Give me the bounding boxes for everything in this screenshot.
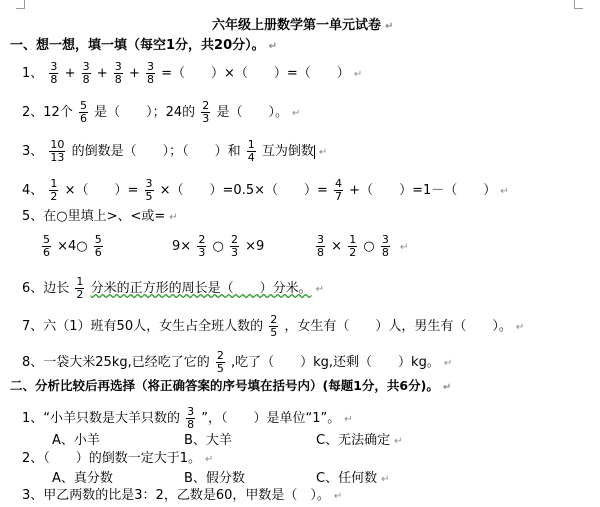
paragraph-mark: ↵ — [318, 147, 328, 158]
text-run: 7、六（1）班有50人，女生占全班人数的 — [22, 319, 264, 334]
fraction: $\frac{3}{8}$ — [146, 60, 154, 86]
fraction: $\frac{2}{3}$ — [202, 99, 210, 125]
page-title — [212, 18, 393, 35]
text-run: ○ — [363, 239, 375, 254]
choice-options-2 — [52, 471, 389, 488]
fraction: $\frac{3}{8}$ — [82, 60, 90, 86]
text-run: ，女生有（ ）人，男生有（ ）。 — [284, 319, 512, 334]
paragraph-mark: ↵ — [353, 69, 363, 80]
margin-corner-left — [16, 0, 25, 9]
margin-corner-right — [574, 0, 583, 9]
text-run: ”，（ ）是单位“1”。 — [201, 411, 341, 426]
fraction: $\frac{1}{2}$ — [50, 177, 58, 203]
paragraph-mark: ↵ — [381, 474, 390, 485]
question-6 — [22, 276, 324, 301]
paragraph-mark: ↵ — [205, 454, 214, 465]
paragraph-mark: ↵ — [399, 242, 409, 253]
fraction: $\frac{5}{6}$ — [43, 233, 50, 259]
paragraph-mark: ↵ — [500, 186, 509, 197]
option-a: A、小羊 — [52, 433, 100, 448]
text-run: 2、（ ）的倒数一定大于1。 — [22, 451, 202, 466]
text-run: 9× — [172, 239, 192, 254]
choice-question-1 — [22, 406, 353, 431]
paragraph-mark: ↵ — [333, 491, 343, 502]
text-run: 是（ ）。 — [216, 105, 288, 120]
text-run: 2、12个 — [22, 105, 73, 120]
question-5 — [22, 209, 178, 226]
text-run: 8、一袋大米25kg,已经吃了它的 — [22, 355, 210, 370]
text-run: 是（ ）；24的 — [94, 105, 196, 120]
paragraph-mark: ↵ — [315, 284, 324, 295]
text-run: ○ — [212, 239, 224, 254]
text-run: 二、分析比较后再选择（将正确答案的序号填在括号内）(每题1分，共6分)。 — [10, 378, 439, 393]
choice-question-2 — [22, 451, 213, 468]
fraction: $\frac{5}{6}$ — [94, 233, 102, 259]
question-5a — [40, 234, 105, 259]
text-run: 4、 — [22, 183, 44, 198]
paragraph-mark: ↵ — [268, 41, 278, 52]
question-5c — [314, 234, 408, 259]
fraction: $\frac{2}{5}$ — [216, 349, 224, 375]
fraction: $\frac{3}{8}$ — [317, 233, 324, 259]
paragraph-mark: ↵ — [385, 21, 394, 32]
fraction: $\frac{1}{2}$ — [76, 275, 84, 301]
text-run: + — [96, 66, 108, 81]
option-c: C、无法确定 — [316, 433, 391, 448]
question-1 — [22, 61, 362, 86]
fraction: $\frac{3}{8}$ — [114, 60, 122, 86]
choice-options-1 — [52, 433, 402, 450]
question-3 — [22, 139, 327, 164]
option-a: A、真分数 — [52, 471, 113, 486]
text-run: 互为倒数 — [261, 144, 314, 159]
text-run: 6、边长 — [22, 281, 70, 296]
section-2-heading — [10, 378, 451, 396]
text-run: ×（ ）=0.5×（ ）= — [159, 183, 328, 198]
text-run: 分米的正方形的周长是（ ）分米。 — [90, 281, 312, 296]
paragraph-mark: ↵ — [169, 212, 178, 223]
text-run: ×4○ — [57, 239, 88, 254]
text-run: ×（ ）= — [64, 183, 139, 198]
question-5b — [172, 234, 264, 259]
option-c: C、任何数 — [316, 471, 378, 486]
paragraph-mark: ↵ — [344, 414, 353, 425]
text-run: 5、在○里填上>、<或= — [22, 209, 166, 224]
fraction: $\frac{5}{6}$ — [79, 99, 87, 125]
option-b: B、大羊 — [184, 433, 232, 448]
fraction: $\frac{2}{5}$ — [270, 313, 278, 339]
text-run: 六年级上册数学第一单元试卷 — [212, 18, 382, 33]
paragraph-mark: ↵ — [394, 436, 403, 447]
fraction: $\frac{3}{8}$ — [50, 60, 58, 86]
fraction: $\frac{3}{5}$ — [145, 177, 153, 203]
text-run: × — [331, 239, 343, 254]
paragraph-mark: ↵ — [291, 108, 301, 119]
paragraph-mark: ↵ — [443, 358, 453, 369]
fraction: $\frac{2}{3}$ — [230, 233, 238, 259]
text-run: ×9 — [245, 239, 265, 254]
option-b: B、假分数 — [184, 471, 245, 486]
text-run: 3、甲乙两数的比是3：2，乙数是60，甲数是（ ）。 — [22, 488, 330, 503]
text-run: +（ ）=1－（ ） — [349, 183, 497, 198]
fraction: $\frac{10}{13}$ — [50, 138, 65, 164]
question-4 — [22, 178, 509, 203]
fraction: $\frac{1}{4}$ — [247, 138, 255, 164]
text-run: 的倒数是（ ）；（ ）和 — [71, 144, 241, 159]
text-run: 1、 — [22, 66, 44, 81]
text-run: + — [64, 66, 76, 81]
fraction: $\frac{3}{8}$ — [381, 233, 389, 259]
question-2 — [22, 100, 300, 125]
choice-question-3 — [22, 488, 342, 505]
text-run: 1、“小羊只数是大羊只数的 — [22, 411, 181, 426]
text-run: 3、 — [22, 144, 44, 159]
question-7 — [22, 314, 524, 339]
fraction: $\frac{2}{3}$ — [198, 233, 206, 259]
fraction: $\frac{4}{7}$ — [335, 177, 343, 203]
section-1-heading — [10, 38, 277, 55]
text-run: + — [128, 66, 140, 81]
text-cursor — [314, 145, 315, 159]
question-8 — [22, 350, 452, 375]
text-run: =（ ）×（ ）=（ ） — [161, 66, 350, 81]
text-run: ,吃了（ ）kg,还剩（ ）kg。 — [231, 355, 440, 370]
paragraph-mark: ↵ — [515, 322, 525, 333]
text-run: 一、想一想，填一填（每空1分，共20分）。 — [10, 38, 265, 53]
fraction: $\frac{3}{8}$ — [187, 405, 195, 431]
fraction: $\frac{1}{2}$ — [349, 233, 357, 259]
paragraph-mark: ↵ — [442, 382, 452, 393]
